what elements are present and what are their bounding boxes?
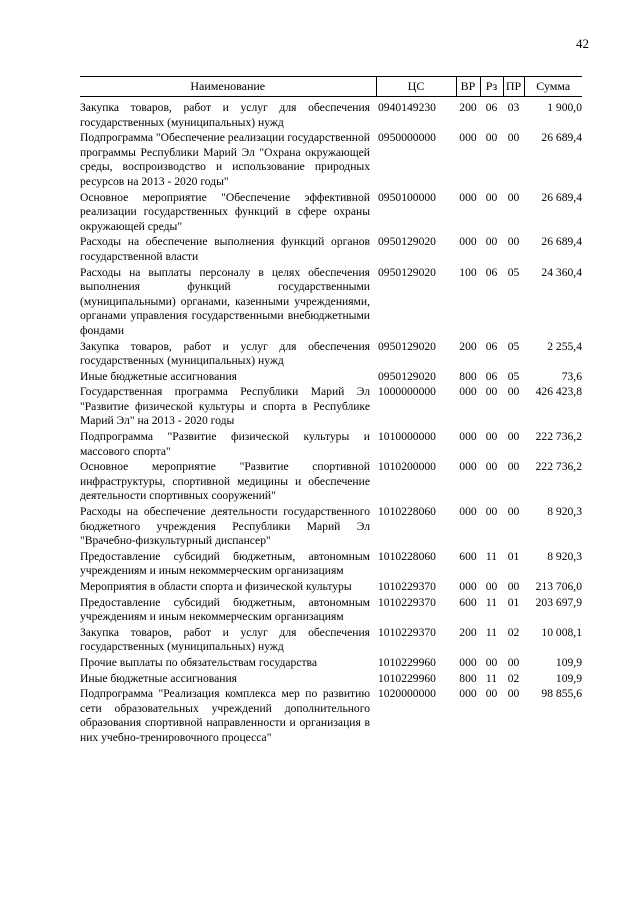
- row-cs-code: 1000000000: [378, 385, 436, 399]
- row-rz-code: 00: [485, 430, 498, 444]
- table-row: [80, 686, 582, 745]
- row-name: Основное мероприятие "Развитие спортивной инфраструктуры, спортивной медицины и обеспечение деятельности спортивных сооружений": [80, 460, 370, 503]
- row-vr-code: 200: [459, 339, 477, 353]
- row-cs-code: 0950129020: [378, 235, 436, 249]
- row-name: Закупка товаров, работ и услуг для обеспечения государственных (муниципальных) нужд: [80, 625, 370, 654]
- row-sum: 1 900,0: [547, 101, 582, 114]
- row-name: Иные бюджетные ассигнования: [80, 369, 237, 383]
- row-cs-code: 1010229370: [378, 595, 436, 609]
- row-pr-code: 00: [507, 235, 520, 249]
- page-number: 42: [576, 36, 589, 51]
- row-rz-code: 06: [485, 339, 498, 353]
- row-cs-code: 1010000000: [378, 430, 436, 444]
- row-rz-code: 11: [485, 625, 498, 639]
- row-pr-code: 00: [507, 580, 520, 593]
- row-rz-code: 00: [485, 235, 498, 249]
- row-vr-code: 200: [459, 625, 477, 639]
- row-cs-code: 0950000000: [378, 131, 436, 145]
- table-row: [80, 504, 582, 549]
- table-row: [80, 655, 582, 671]
- row-vr-code: 000: [459, 655, 477, 669]
- row-name: Иные бюджетные ассигнования: [80, 671, 237, 685]
- row-pr-code: 01: [507, 595, 520, 609]
- row-pr-code: 00: [507, 505, 520, 519]
- row-pr-code: 00: [507, 430, 520, 444]
- row-cs-code: 1010229370: [378, 580, 436, 593]
- row-vr-code: 100: [459, 265, 477, 279]
- row-rz-code: 11: [485, 671, 498, 685]
- row-rz-code: 06: [485, 369, 498, 383]
- row-sum: 26 689,4: [541, 235, 582, 249]
- row-vr-code: 600: [459, 549, 477, 563]
- row-rz-code: 11: [485, 595, 498, 609]
- row-cs-code: 1010228060: [378, 505, 436, 519]
- row-pr-code: 00: [507, 687, 520, 701]
- table-row: [80, 384, 582, 429]
- row-sum: 203 697,9: [535, 595, 582, 609]
- row-pr-code: 00: [507, 385, 520, 399]
- row-sum: 73,6: [561, 369, 582, 383]
- header-name: Наименование: [80, 77, 376, 97]
- row-cs-code: 1010228060: [378, 549, 436, 563]
- row-name: Подпрограмма "Реализация комплекса мер по развитию сети образовательных учреждений дополнительного образования спортивной направленности и организация в них учебно-тренировочного процесса": [80, 687, 370, 744]
- row-cs-code: 1010200000: [378, 460, 436, 474]
- header-vr: ВР: [456, 77, 480, 97]
- row-name: Предоставление субсидий бюджетным, автономным учреждениям и иным некоммерческим организациям: [80, 549, 370, 578]
- row-rz-code: 00: [485, 655, 498, 669]
- row-sum: 213 706,0: [535, 580, 582, 593]
- table-row: [80, 234, 582, 264]
- row-name: Закупка товаров, работ и услуг для обеспечения государственных (муниципальных) нужд: [80, 101, 370, 129]
- row-cs-code: 0950129020: [378, 339, 436, 353]
- row-cs-code: 1020000000: [378, 687, 436, 701]
- table-row: [80, 671, 582, 687]
- row-name: Подпрограмма "Обеспечение реализации государственной программы Республики Марий Эл "Охрана окружающей среды, воспроизводство и использование природных ресурсов на 2013 - 2020 годы": [80, 131, 370, 188]
- row-rz-code: 00: [485, 190, 498, 204]
- row-name: Мероприятия в области спорта и физической культуры: [80, 580, 352, 593]
- row-rz-code: 00: [485, 131, 498, 145]
- row-cs-code: 0950129020: [378, 265, 436, 279]
- row-name: Основное мероприятие "Обеспечение эффективной реализации государственных функций в сфере охраны окружающей среды": [80, 190, 370, 233]
- row-sum: 109,9: [555, 655, 582, 669]
- row-vr-code: 000: [459, 190, 477, 204]
- row-name: Закупка товаров, работ и услуг для обеспечения государственных (муниципальных) нужд: [80, 339, 370, 368]
- row-pr-code: 00: [507, 131, 520, 145]
- row-vr-code: 000: [459, 235, 477, 249]
- row-name: Прочие выплаты по обязательствам государства: [80, 655, 317, 669]
- row-pr-code: 02: [507, 625, 520, 639]
- row-pr-code: 03: [507, 101, 520, 114]
- table-row: [80, 459, 582, 504]
- row-vr-code: 600: [459, 595, 477, 609]
- row-vr-code: 000: [459, 505, 477, 519]
- row-pr-code: 00: [507, 460, 520, 474]
- row-vr-code: 000: [459, 460, 477, 474]
- row-rz-code: 00: [485, 580, 498, 593]
- table-row: [80, 595, 582, 625]
- row-name: Расходы на выплаты персоналу в целях обеспечения выполнения функций государственными (муниципальными) органами, казенными учреждениями, органами управления государственными внебюджетными фондами: [80, 265, 370, 337]
- row-pr-code: 05: [507, 339, 520, 353]
- row-name: Подпрограмма "Развитие физической культуры и массового спорта": [80, 430, 370, 458]
- row-pr-code: 05: [507, 369, 520, 383]
- row-sum: 426 423,8: [535, 385, 582, 399]
- row-vr-code: 200: [459, 101, 477, 114]
- row-cs-code: 0950100000: [378, 190, 436, 204]
- row-name: Расходы на обеспечение выполнения функций органов государственной власти: [80, 235, 370, 263]
- row-sum: 222 736,2: [535, 430, 582, 444]
- row-rz-code: 00: [485, 460, 498, 474]
- row-pr-code: 02: [507, 671, 520, 685]
- row-vr-code: 000: [459, 430, 477, 444]
- row-cs-code: 0950129020: [378, 369, 436, 383]
- row-rz-code: 06: [485, 265, 498, 279]
- row-rz-code: 06: [485, 101, 498, 114]
- row-sum: 24 360,4: [541, 265, 582, 279]
- row-vr-code: 000: [459, 687, 477, 701]
- header-sum: Сумма: [524, 77, 582, 97]
- row-vr-code: 000: [459, 131, 477, 145]
- table-row: [80, 265, 582, 339]
- row-cs-code: 0940149230: [378, 101, 436, 114]
- row-cs-code: 1010229960: [378, 671, 436, 685]
- row-sum: 26 689,4: [541, 190, 582, 204]
- row-sum: 8 920,3: [547, 549, 582, 563]
- header-cs: ЦС: [376, 77, 456, 97]
- table-row: [80, 625, 582, 655]
- budget-table: [80, 76, 582, 746]
- row-rz-code: 00: [485, 505, 498, 519]
- table-header: [80, 77, 582, 97]
- row-cs-code: 1010229370: [378, 625, 436, 639]
- row-vr-code: 800: [459, 369, 477, 383]
- row-pr-code: 01: [507, 549, 520, 563]
- table-row: [80, 369, 582, 385]
- table-row: [80, 190, 582, 235]
- row-sum: 10 008,1: [541, 625, 582, 639]
- header-rz: Рз: [480, 77, 503, 97]
- table-row: [80, 579, 582, 595]
- row-pr-code: 05: [507, 265, 520, 279]
- row-name: Государственная программа Республики Марий Эл "Развитие физической культуры и спорта в Республике Марий Эл" на 2013 - 2020 годы: [80, 385, 370, 428]
- table-row: [80, 549, 582, 579]
- row-vr-code: 800: [459, 671, 477, 685]
- row-sum: 2 255,4: [547, 339, 582, 353]
- row-sum: 222 736,2: [535, 460, 582, 474]
- row-pr-code: 00: [507, 655, 520, 669]
- row-vr-code: 000: [459, 385, 477, 399]
- table-row: [80, 130, 582, 189]
- table-body: [80, 97, 582, 746]
- row-sum: 109,9: [555, 671, 582, 685]
- table-row: [80, 429, 582, 459]
- row-sum: 26 689,4: [541, 131, 582, 145]
- row-vr-code: 000: [459, 580, 477, 593]
- table-row: [80, 339, 582, 369]
- row-sum: 98 855,6: [541, 687, 582, 701]
- row-rz-code: 11: [485, 549, 498, 563]
- row-name: Предоставление субсидий бюджетным, автономным учреждениям и иным некоммерческим организациям: [80, 595, 370, 624]
- row-rz-code: 00: [485, 687, 498, 701]
- row-sum: 8 920,3: [547, 505, 582, 519]
- header-pr: ПР: [503, 77, 524, 97]
- row-name: Расходы на обеспечение деятельности государственного бюджетного учреждения Республики Марий Эл "Врачебно-физкультурный диспансер": [80, 505, 370, 548]
- table-row: [80, 97, 582, 131]
- row-rz-code: 00: [485, 385, 498, 399]
- row-cs-code: 1010229960: [378, 655, 436, 669]
- row-pr-code: 00: [507, 190, 520, 204]
